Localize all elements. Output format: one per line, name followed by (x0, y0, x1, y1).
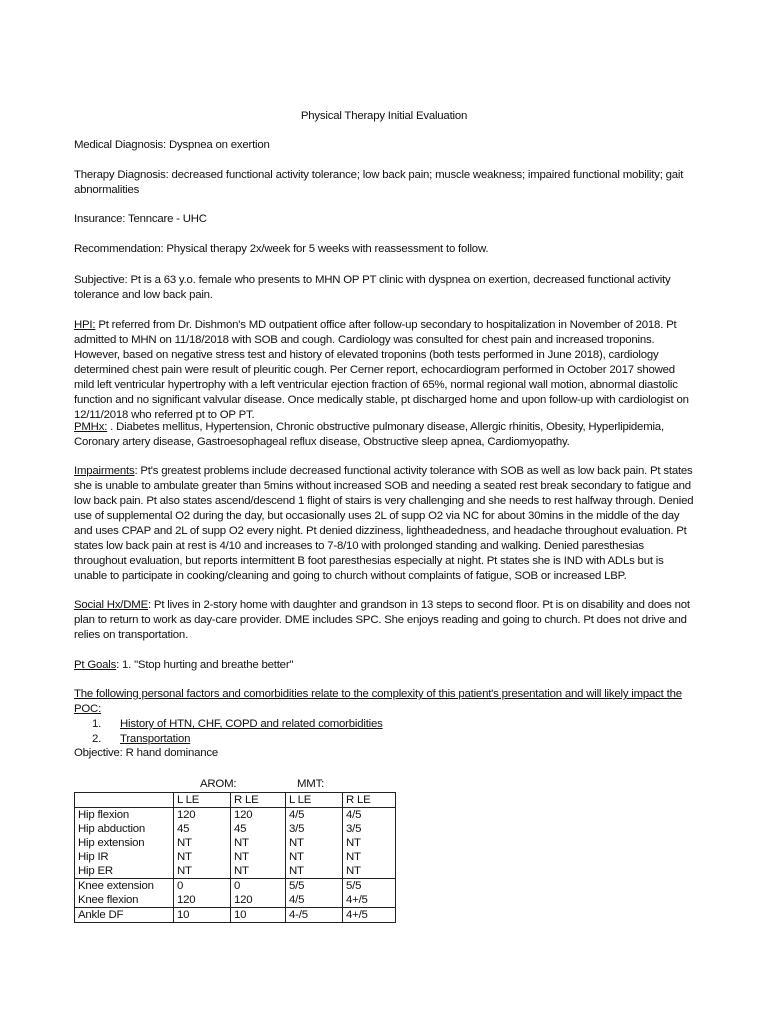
factors-intro: The following personal factors and comorbidities relate to the complexity of this patient's presentation and will likely impact the POC: (74, 688, 682, 715)
table-row: Hip extension NT NT NT NT (75, 836, 396, 850)
impairments-section (74, 464, 694, 584)
social-text: : Pt lives in 2-story home with daughter and grandson in 13 steps to second floor. Pt is on disability and does not plan to return to work as day-care provider. DME includes SPC. She enjoys reading and going to church. Pt does not drive and relies on transportation. (74, 599, 690, 641)
row-label: Hip ER (75, 864, 174, 879)
therapy-diagnosis: Therapy Diagnosis: decreased functional activity tolerance; low back pain; muscle weakness; impaired functional mobility; gait abnormalities (74, 169, 684, 196)
row-label: Hip extension (75, 836, 174, 850)
document-title: Physical Therapy Initial Evaluation (300, 110, 468, 122)
hpi-label: HPI: (74, 319, 96, 331)
pmhx-text: . Diabetes mellitus, Hypertension, Chronic obstructive pulmonary disease, Allergic rhinitis, Obesity, Hyperlipidemia, Coronary artery disease, Gastroesophageal reflux disease, Obstructive sleep apnea, Cardiomyopathy. (74, 421, 664, 448)
column-header: R LE (231, 793, 286, 808)
mmt-header: MMT: (297, 778, 325, 790)
table-row: Knee flexion 120 120 4/5 4+/5 (75, 893, 396, 908)
arom-header: AROM: (200, 778, 237, 790)
table-row: Hip flexion 120 120 4/5 4/5 (75, 808, 396, 823)
hpi-text: Pt referred from Dr. Dishmon's MD outpatient office after follow-up secondary to hospitalization in November of 2018. Pt admitted to MHN on 11/18/2018 with SOB and cough. Cardiology was consulted for chest pain and increased troponins. However, based on negative stress test and history of elevated troponins (both tests performed in June 2018), cardiology determined chest pain were result of pleuritic cough. Per Cerner report, echocardiogram performed in October 2017 showed mild left ventricular hypertrophy with a left ventricular ejection fraction of 65%, normal regional wall motion, abnormal diastolic function and no significant valvular disease. Once medically stable, pt discharged home and upon follow-up with cardiologist on 12/11/2018 who referred pt to OP PT. (74, 319, 689, 421)
column-header: L LE (174, 793, 231, 808)
medical-diagnosis: Medical Diagnosis: Dyspnea on exertion (74, 139, 270, 151)
goals-label: Pt Goals (74, 659, 117, 671)
column-header: R LE (343, 793, 396, 808)
pmhx-section (74, 420, 694, 450)
recommendation: Recommendation: Physical therapy 2x/week for 5 weeks with reassessment to follow. (74, 243, 489, 255)
factors-section (74, 687, 694, 747)
table-row: Hip ER NT NT NT NT (75, 864, 396, 879)
social-section (74, 598, 694, 643)
table-header-row (75, 793, 396, 808)
row-label: Ankle DF (75, 908, 174, 923)
row-label: Hip flexion (75, 808, 174, 823)
pmhx-label: PMHx: (74, 421, 108, 433)
objective: Objective: R hand dominance (74, 747, 219, 759)
impairments-text: : Pt's greatest problems include decreased functional activity tolerance with SOB as well as low back pain. Pt states she is unable to ambulate greater than 5mins without increased SOB and needing a seated rest break secondary to fatigue and low back pain. Pt also states ascend/descend 1 flight of stairs is very challenging and she needs to rest halfway through. Denied use of supplemental O2 during the day, but occasionally uses 2L of supp O2 via NC for about 30mins in the middle of the day and uses CPAP and 2L of supp O2 every night. Pt denied dizziness, lightheadedness, and headache throughout evaluation. Pt states low back pain at rest is 4/10 and increases to 7-8/10 with prolonged standing and walking. Denied paresthesias throughout evaluation, but reports intermittent B foot paresthesias especially at night. Pt states she is IND with ADLs but is unable to participate in cooking/cleaning and going to church without complaints of fatigue, SOB or increased LBP. (74, 465, 694, 582)
factor-item: 2. Transportation (92, 733, 191, 745)
goals-section (74, 658, 694, 673)
column-header: L LE (286, 793, 343, 808)
goals-text: : 1. "Stop hurting and breathe better" (116, 659, 294, 671)
table-group-headers (74, 777, 694, 792)
row-label: Knee extension (75, 879, 174, 894)
factor-item: 1. History of HTN, CHF, COPD and related comorbidities (92, 718, 383, 730)
factors-list (74, 717, 694, 747)
table-row: Ankle DF 10 10 4-/5 4+/5 (75, 908, 396, 923)
row-label: Knee flexion (75, 893, 174, 908)
insurance: Insurance: Tenncare - UHC (74, 213, 207, 225)
hpi-section (74, 318, 694, 423)
social-label: Social Hx/DME (74, 599, 148, 611)
table-row: Hip abduction 45 45 3/5 3/5 (75, 822, 396, 836)
subjective: Subjective: Pt is a 63 y.o. female who presents to MHN OP PT clinic with dyspnea on exertion, decreased functional activity tolerance and low back pain. (74, 274, 671, 301)
table-row: Knee extension 0 0 5/5 5/5 (75, 879, 396, 894)
impairments-label: Impairments (74, 465, 135, 477)
row-label: Hip abduction (75, 822, 174, 836)
table-row: Hip IR NT NT NT NT (75, 850, 396, 864)
rom-mmt-table (74, 792, 396, 923)
row-label: Hip IR (75, 850, 174, 864)
